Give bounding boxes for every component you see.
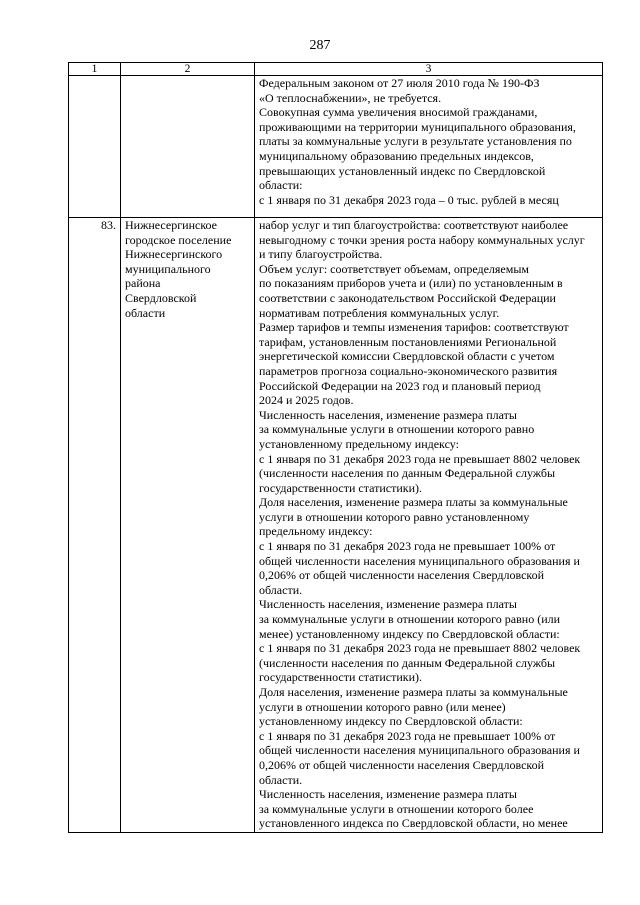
document-table [68,62,603,833]
column-header-3: 3 [255,63,603,76]
text-line: городское поселение [125,232,232,247]
text-line: района [125,276,161,291]
text-line: тарифам, установленным постановлениями Региональной [259,334,557,349]
text-line: с 1 января по 31 декабря 2023 года не превышает 100% от [259,539,556,554]
text-line: государственности статистики). [259,480,423,495]
text-line: (численности населения по данным Федеральной службы [259,466,556,481]
text-line: 0,206% от общей численности населения Свердловской [259,568,545,583]
text-line: государственности статистики). [259,670,423,685]
column-header-2: 2 [121,63,255,76]
text-line: невыгодному с точки зрения роста набору коммунальных услуг [259,232,585,247]
text-line: области. [259,582,303,597]
text-line: с 1 января по 31 декабря 2023 года – 0 тыс. рублей в месяц [259,192,559,207]
text-line: муниципальному образованию предельных индексов, [259,148,534,163]
text-line: превышающих установленный индекс по Свердловской [259,163,546,178]
text-line: параметров прогноза социально-экономического развития [259,363,558,378]
text-line: области [125,305,166,320]
text-line: установленного индекса по Свердловской области, но менее [259,816,568,831]
text-line: и типу благоустройства. [259,247,383,262]
text-line: области. [259,772,303,787]
text-line: установленному индексу по Свердловской области: [259,714,523,729]
text-line: с 1 января по 31 декабря 2023 года не превышает 8802 человек [259,641,581,656]
row-number-cell: 83. [69,218,121,833]
text-line: Численность населения, изменение размера платы [259,787,517,802]
row-number-cell [69,76,121,218]
text-line: общей численности населения муниципального образования и [259,743,580,758]
municipality-cell [121,76,255,218]
text-line: области: [259,178,303,193]
text-line: за коммунальные услуги в отношении которого равно [259,422,535,437]
text-line: Объем услуг: соответствует объемам, определяемым [259,261,530,276]
text-line: Доля населения, изменение размера платы за коммунальные [259,495,568,510]
text-line: с 1 января по 31 декабря 2023 года не превышает 100% от [259,728,556,743]
table-row-83 [69,218,603,833]
text-line: услуги в отношении которого равно установленному [259,509,530,524]
text-line: Совокупная сумма увеличения вносимой гражданами, [259,105,538,120]
text-line: за коммунальные услуги в отношении которого более [259,801,534,816]
text-line: Численность населения, изменение размера платы [259,407,517,422]
description-cell [255,218,603,833]
text-line: за коммунальные услуги в отношении которого равно (или [259,612,561,627]
text-line: Размер тарифов и темпы изменения тарифов: соответствуют [259,320,569,335]
text-line: Нижнесергинское [125,218,218,232]
text-line: энергетической комиссии Свердловской области с учетом [259,349,555,364]
text-line: Нижнесергинского [125,247,223,262]
text-line: менее) установленному индексу по Свердловской области: [259,626,560,641]
text-line: Свердловской [125,290,197,305]
description-cell [255,76,603,218]
text-line: с 1 января по 31 декабря 2023 года не превышает 8802 человек [259,451,581,466]
text-line: (численности населения по данным Федеральной службы [259,655,556,670]
text-line: нормативам потребления коммунальных услуг. [259,305,500,320]
text-line: соответствии с законодательством Российской Федерации [259,290,556,305]
table-header-row [69,63,603,76]
text-line: платы за коммунальные услуги в результате установления по [259,134,572,149]
text-line: набор услуг и тип благоустройства: соответствуют наиболее [259,218,569,232]
municipality-cell [121,218,255,833]
text-line: Численность населения, изменение размера платы [259,597,517,612]
text-line: предельному индексу: [259,524,373,539]
column-header-1: 1 [69,63,121,76]
text-line: Федеральным законом от 27 июля 2010 года № 190-ФЗ [259,76,540,90]
text-line: установленному предельному индексу: [259,436,459,451]
text-line: Доля населения, изменение размера платы за коммунальные [259,685,568,699]
text-line: общей численности населения муниципального образования и [259,553,580,568]
table-row-continuation [69,76,603,218]
page-number: 287 [309,38,331,53]
text-line: муниципального [125,261,211,276]
text-line: 2024 и 2025 годов. [259,393,354,408]
text-line: по показаниям приборов учета и (или) по установленным в [259,276,563,291]
text-line: 0,206% от общей численности населения Свердловской [259,757,545,772]
text-line: проживающими на территории муниципального образования, [259,119,576,134]
text-line: «О теплоснабжении», не требуется. [259,90,442,105]
text-line: Российской Федерации на 2023 год и плановый период [259,378,541,393]
text-line: услуги в отношении которого равно (или менее) [259,699,506,714]
